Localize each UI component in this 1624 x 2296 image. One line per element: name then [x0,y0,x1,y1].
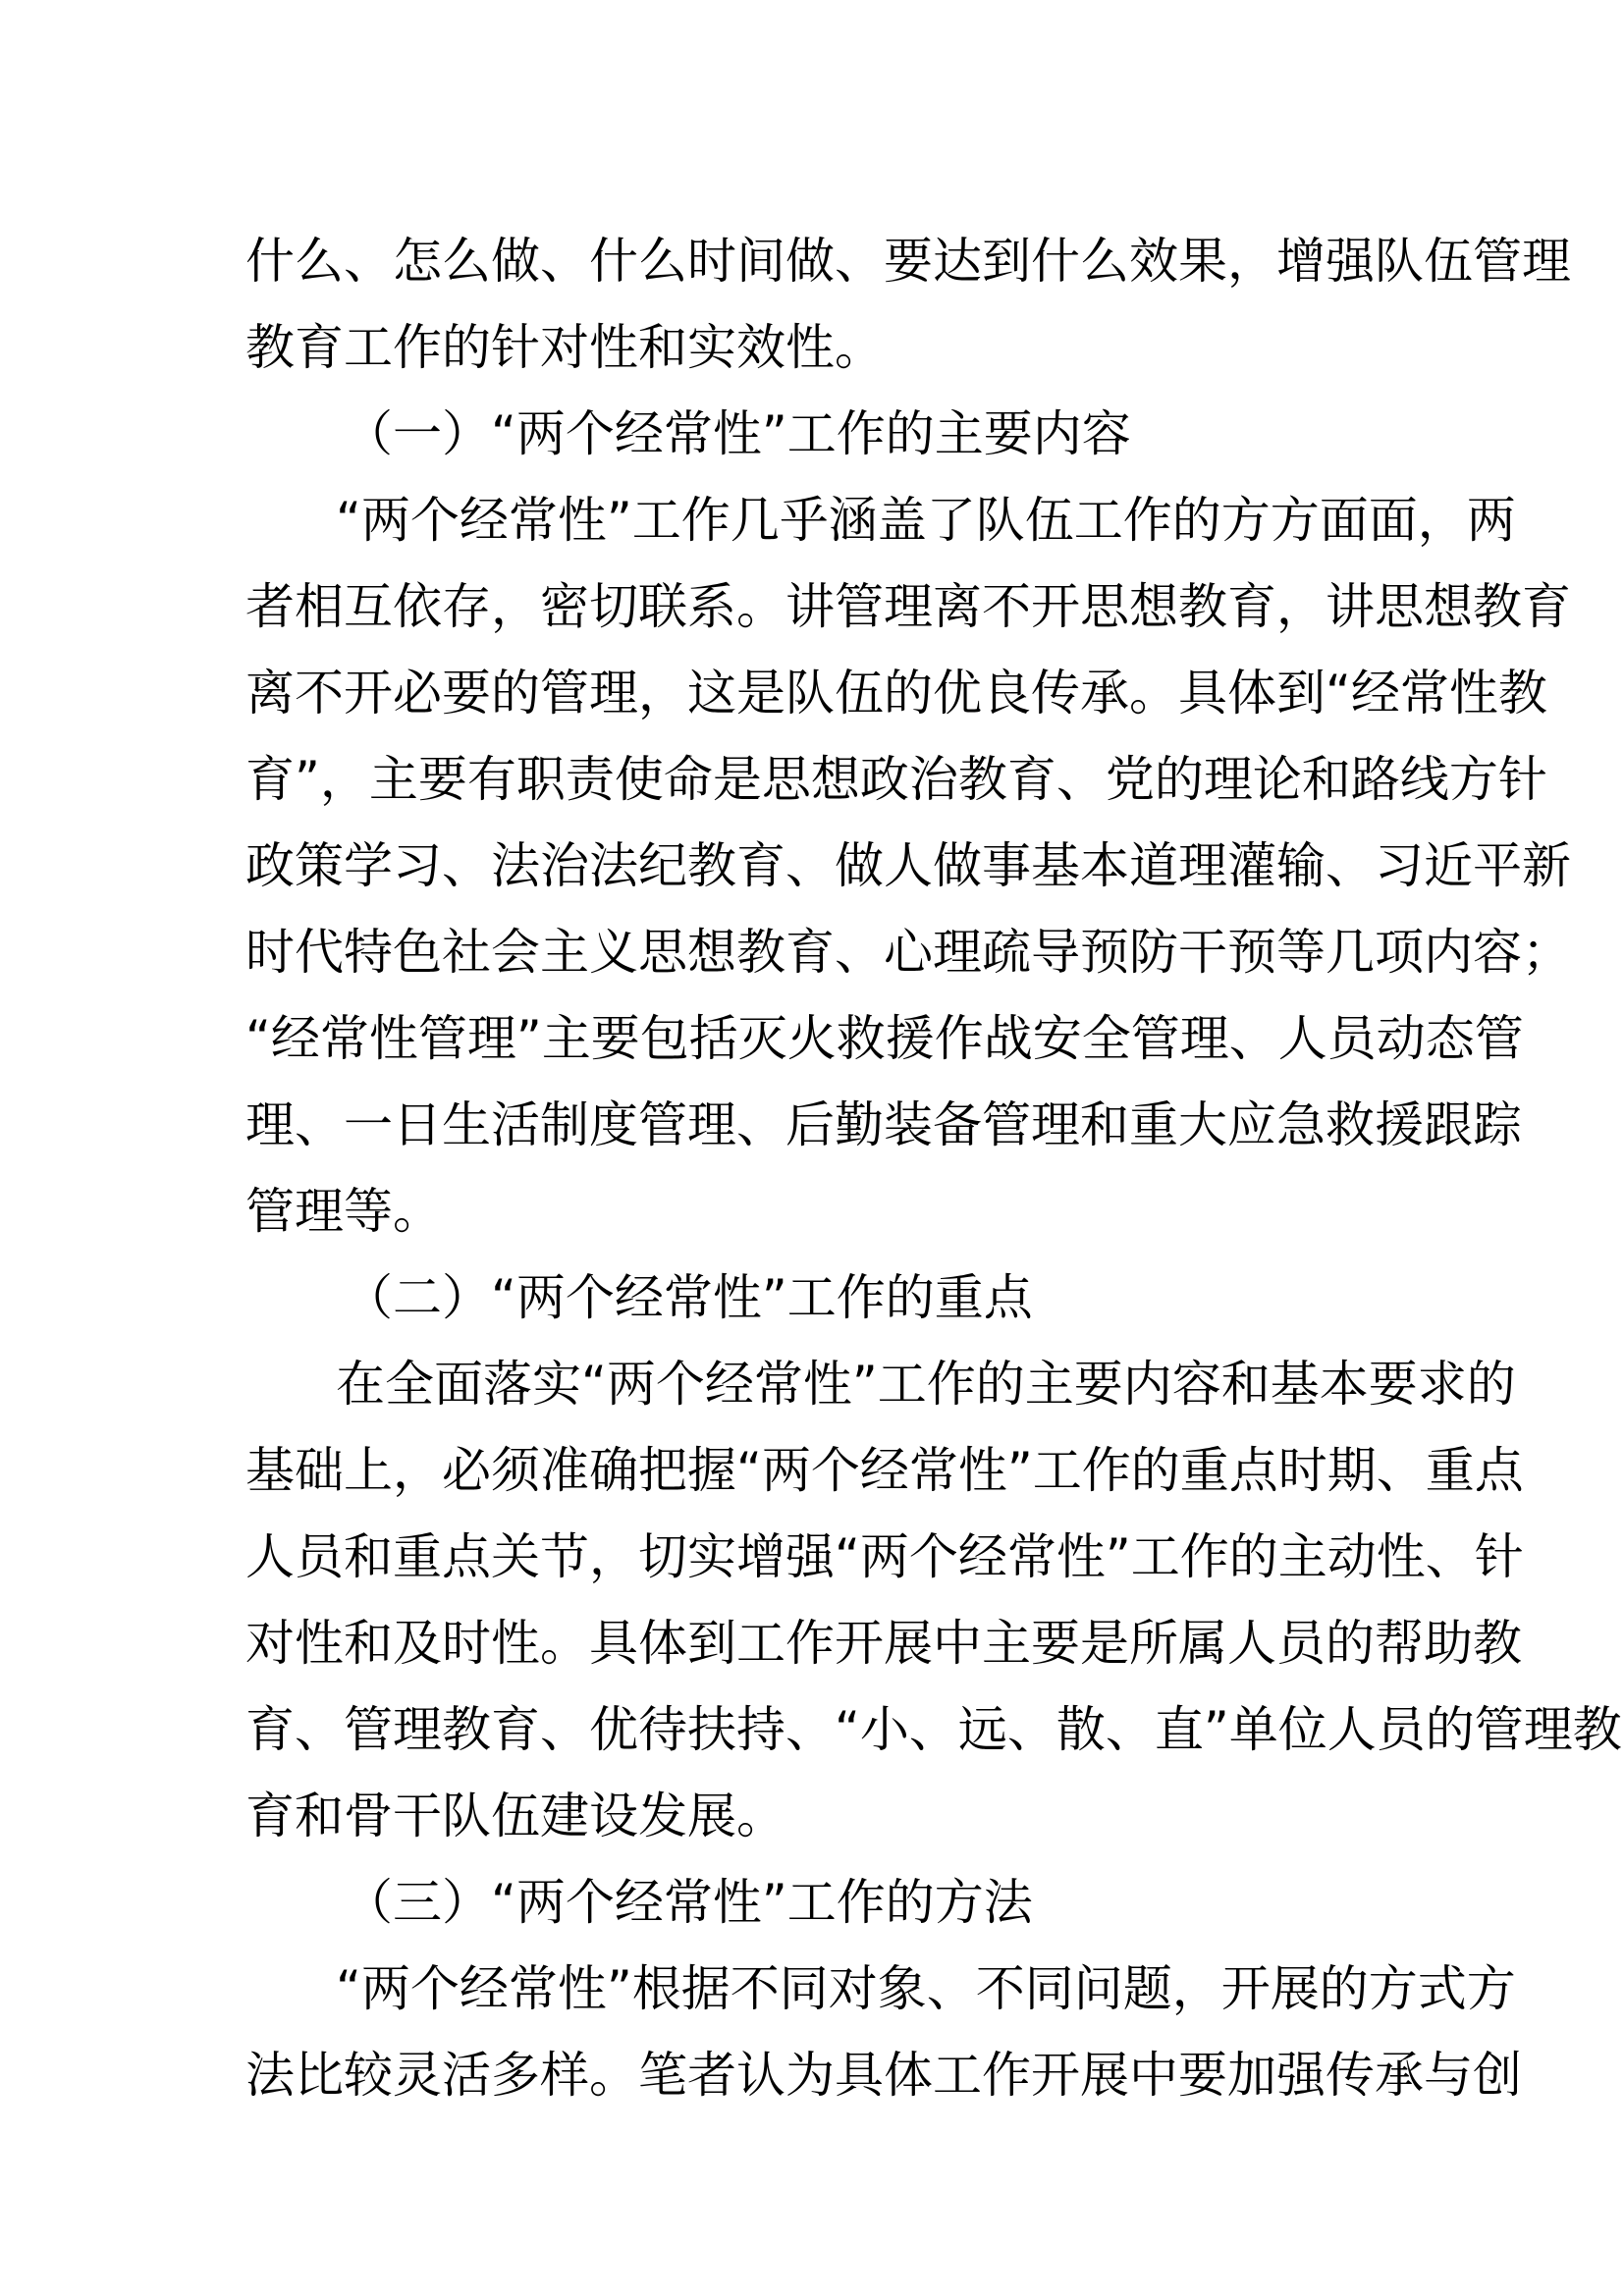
body-text-line: 法比较灵活多样。笔者认为具体工作开展中要加强传承与创 [245,2047,1522,2104]
body-text-line: 人员和重点关节，切实增强“两个经常性”工作的主动性、针 [245,1528,1524,1585]
paragraph-first-line: “两个经常性”工作几乎涵盖了队伍工作的方方面面，两 [336,492,1516,549]
body-text-line: “经常性管理”主要包括灭火救援作战安全管理、人员动态管 [245,1010,1524,1067]
body-text-line: 教育工作的针对性和实效性。 [245,319,884,376]
paragraph-first-line: 在全面落实“两个经常性”工作的主要内容和基本要求的 [336,1356,1516,1413]
body-text-line: 时代特色社会主义思想教育、心理疏导预防干预等几项内容； [245,924,1571,981]
body-text-line: 对性和及时性。具体到工作开展中主要是所属人员的帮助教 [245,1615,1522,1672]
body-text-line: 者相互依存，密切联系。讲管理离不开思想教育，讲思想教育 [245,578,1571,635]
section-heading: （三）“两个经常性”工作的方法 [344,1874,1033,1931]
paragraph-first-line: “两个经常性”根据不同对象、不同问题，开展的方式方 [336,1960,1516,2017]
body-text-line: 离不开必要的管理，这是队伍的优良传承。具体到“经常性教 [245,665,1547,721]
body-text-line: 基础上，必须准确把握“两个经常性”工作的重点时期、重点 [245,1442,1524,1499]
body-text-line: 育和骨干队伍建设发展。 [245,1788,785,1844]
body-text-line: 什么、怎么做、什么时间做、要达到什么效果，增强队伍管理 [245,233,1571,290]
body-text-line: 政策学习、法治法纪教育、做人做事基本道理灌输、习近平新 [245,837,1571,894]
section-heading: （一）“两个经常性”工作的主要内容 [344,405,1131,462]
body-text-line: 管理等。 [245,1183,442,1240]
section-heading: （二）“两个经常性”工作的重点 [344,1269,1033,1326]
body-text-line: 理、一日生活制度管理、后勤装备管理和重大应急救援跟踪 [245,1096,1522,1153]
body-text-line: 育”，主要有职责使命是思想政治教育、党的理论和路线方针 [245,751,1547,808]
body-text-line: 育、管理教育、优待扶持、“小、远、散、直”单位人员的管理教 [245,1701,1622,1758]
